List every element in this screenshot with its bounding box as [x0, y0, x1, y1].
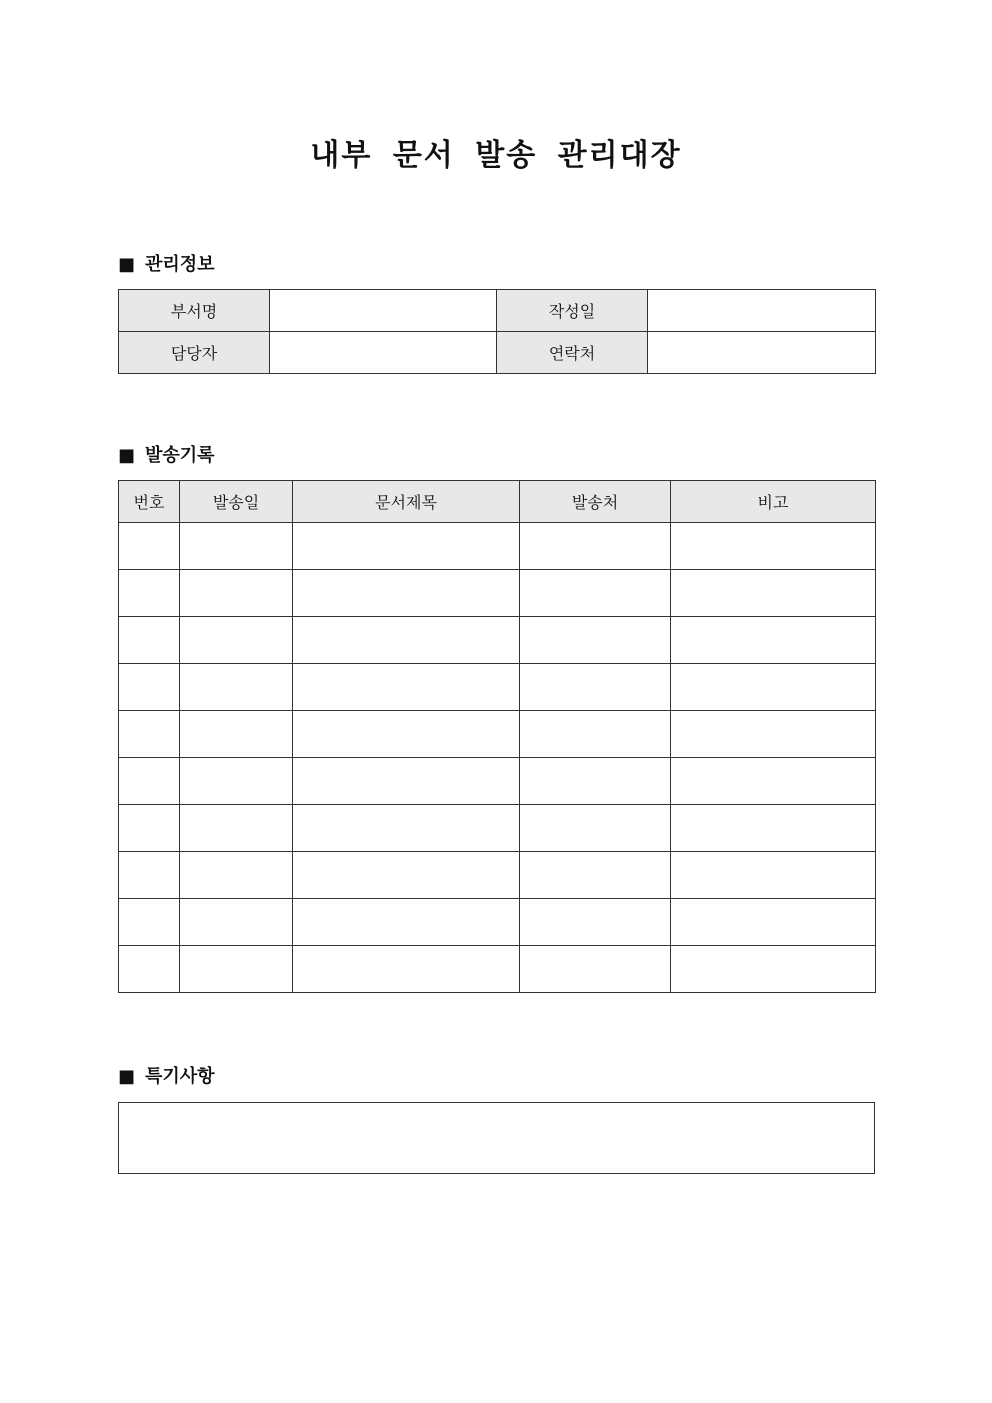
recipient-cell[interactable] — [520, 758, 671, 805]
manager-label: 담당자 — [119, 332, 270, 374]
remarks-cell[interactable] — [671, 617, 876, 664]
contact-field[interactable] — [648, 332, 876, 374]
recipient-cell[interactable] — [520, 570, 671, 617]
doc-title-cell[interactable] — [293, 664, 520, 711]
send-date-cell[interactable] — [180, 805, 293, 852]
table-row — [119, 852, 876, 899]
number-cell[interactable] — [119, 711, 180, 758]
send-date-cell[interactable] — [180, 570, 293, 617]
recipient-cell[interactable] — [520, 664, 671, 711]
doc-title-cell[interactable] — [293, 570, 520, 617]
number-cell[interactable] — [119, 758, 180, 805]
send-date-cell[interactable] — [180, 711, 293, 758]
created-date-label: 작성일 — [497, 290, 648, 332]
records-body — [119, 523, 876, 993]
table-row — [119, 711, 876, 758]
number-cell[interactable] — [119, 617, 180, 664]
doc-title-cell[interactable] — [293, 617, 520, 664]
doc-title-cell[interactable] — [293, 899, 520, 946]
number-cell[interactable] — [119, 570, 180, 617]
send-date-cell[interactable] — [180, 523, 293, 570]
department-label: 부서명 — [119, 290, 270, 332]
info-table — [118, 289, 876, 374]
column-header-send-date: 발송일 — [180, 481, 293, 523]
records-header-row — [119, 481, 876, 523]
manager-field[interactable] — [270, 332, 497, 374]
recipient-cell[interactable] — [520, 852, 671, 899]
square-bullet-icon: ■ — [118, 254, 136, 275]
remarks-cell[interactable] — [671, 805, 876, 852]
column-header-recipient: 발송처 — [520, 481, 671, 523]
records-section-heading — [118, 444, 215, 468]
info-row — [119, 290, 876, 332]
notes-box[interactable] — [118, 1102, 875, 1174]
send-date-cell[interactable] — [180, 617, 293, 664]
remarks-cell[interactable] — [671, 852, 876, 899]
column-header-doc-title: 문서제목 — [293, 481, 520, 523]
notes-heading-label: 특기사항 — [145, 1066, 215, 1087]
records-table — [118, 480, 876, 993]
column-header-number: 번호 — [119, 481, 180, 523]
send-date-cell[interactable] — [180, 852, 293, 899]
remarks-cell[interactable] — [671, 523, 876, 570]
doc-title-cell[interactable] — [293, 711, 520, 758]
info-section-heading — [118, 253, 215, 277]
table-row — [119, 664, 876, 711]
records-heading-label: 발송기록 — [145, 445, 215, 466]
recipient-cell[interactable] — [520, 523, 671, 570]
doc-title-cell[interactable] — [293, 852, 520, 899]
doc-title-cell[interactable] — [293, 946, 520, 993]
doc-title-cell[interactable] — [293, 758, 520, 805]
info-row — [119, 332, 876, 374]
number-cell[interactable] — [119, 899, 180, 946]
number-cell[interactable] — [119, 852, 180, 899]
recipient-cell[interactable] — [520, 617, 671, 664]
number-cell[interactable] — [119, 523, 180, 570]
table-row — [119, 946, 876, 993]
remarks-cell[interactable] — [671, 899, 876, 946]
number-cell[interactable] — [119, 946, 180, 993]
notes-section-heading — [118, 1065, 215, 1089]
contact-label: 연락처 — [497, 332, 648, 374]
send-date-cell[interactable] — [180, 758, 293, 805]
created-date-field[interactable] — [648, 290, 876, 332]
send-date-cell[interactable] — [180, 899, 293, 946]
number-cell[interactable] — [119, 805, 180, 852]
table-row — [119, 523, 876, 570]
column-header-remarks: 비고 — [671, 481, 876, 523]
square-bullet-icon: ■ — [118, 445, 136, 466]
department-field[interactable] — [270, 290, 497, 332]
table-row — [119, 899, 876, 946]
remarks-cell[interactable] — [671, 711, 876, 758]
doc-title-cell[interactable] — [293, 805, 520, 852]
square-bullet-icon: ■ — [118, 1066, 136, 1087]
info-heading-label: 관리정보 — [145, 254, 215, 275]
table-row — [119, 758, 876, 805]
table-row — [119, 617, 876, 664]
remarks-cell[interactable] — [671, 570, 876, 617]
recipient-cell[interactable] — [520, 711, 671, 758]
send-date-cell[interactable] — [180, 664, 293, 711]
remarks-cell[interactable] — [671, 664, 876, 711]
recipient-cell[interactable] — [520, 946, 671, 993]
doc-title-cell[interactable] — [293, 523, 520, 570]
recipient-cell[interactable] — [520, 805, 671, 852]
recipient-cell[interactable] — [520, 899, 671, 946]
send-date-cell[interactable] — [180, 946, 293, 993]
remarks-cell[interactable] — [671, 946, 876, 993]
remarks-cell[interactable] — [671, 758, 876, 805]
number-cell[interactable] — [119, 664, 180, 711]
table-row — [119, 570, 876, 617]
table-row — [119, 805, 876, 852]
page-title: 내부 문서 발송 관리대장 — [310, 138, 682, 173]
